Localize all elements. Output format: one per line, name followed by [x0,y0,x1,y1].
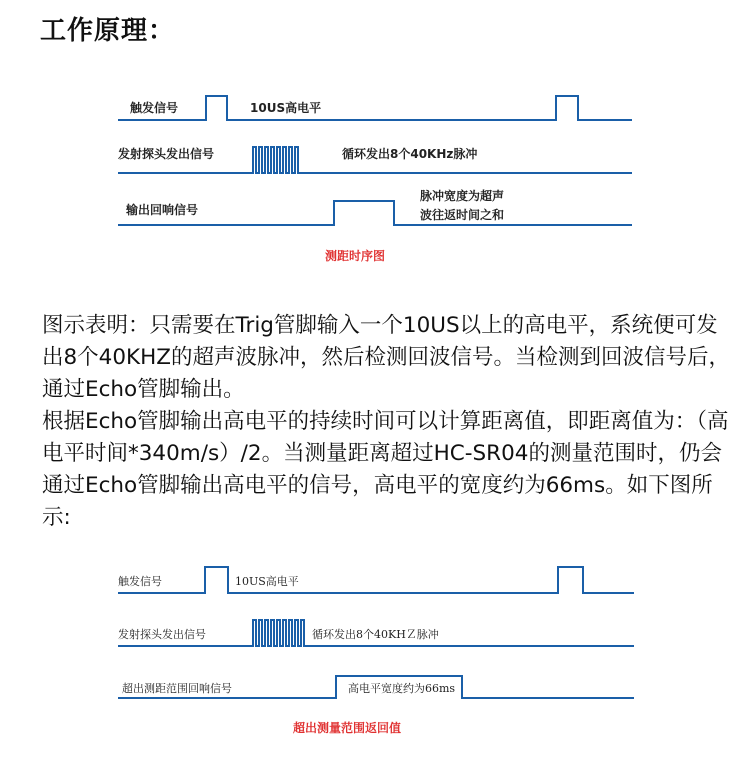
d1-echo-note-line1: 脉冲宽度为超声 [420,189,505,203]
d1-trigger-note: 10US高电平 [250,101,322,115]
d2-caption: 超出测量范围返回值 [293,721,402,735]
d2-trigger-note: 10US高电平 [235,575,299,588]
d2-trigger-label: 触发信号 [118,575,162,588]
d2-transmit-note: 循环发出8个40KHＺ脉冲 [312,628,439,641]
d2-trigger-waveform [118,567,634,593]
timing-diagram-1 [0,0,750,290]
explanation-text [42,310,732,534]
d1-trigger-waveform [118,96,632,120]
d1-trigger-label: 触发信号 [130,101,179,115]
d1-echo-note-line2: 波往返时间之和 [420,208,505,222]
d2-echo-label: 超出测距范围回响信号 [122,682,232,695]
d1-transmit-label: 发射探头发出信号 [118,147,215,161]
d1-transmit-note: 循环发出8个40KHz脉冲 [342,147,478,161]
page-heading: 工作原理： [40,16,176,46]
d2-echo-note: 高电平宽度约为66ms [348,682,456,695]
d1-echo-label: 输出回响信号 [126,203,199,217]
explanation-paragraph-1: 图示表明：只需要在Trig管脚输入一个10US以上的高电平，系统便可发出8个40KHZ的超声波脉冲，然后检测回波信号。当检测到回波信号后，通过Echo管脚输出。 [42,313,731,402]
timing-diagram-2 [0,550,750,775]
d2-transmit-label: 发射探头发出信号 [118,628,206,641]
explanation-paragraph-2: 根据Echo管脚输出高电平的持续时间可以计算距离值，即距离值为：（高电平时间*340m/s）/2。当测量距离超过HC-SR04的测量范围时，仍会通过Echo管脚输出高电平的信号，高电平的宽度约为66ms。如下图所示: [42,409,729,530]
d1-caption: 测距时序图 [325,249,386,263]
